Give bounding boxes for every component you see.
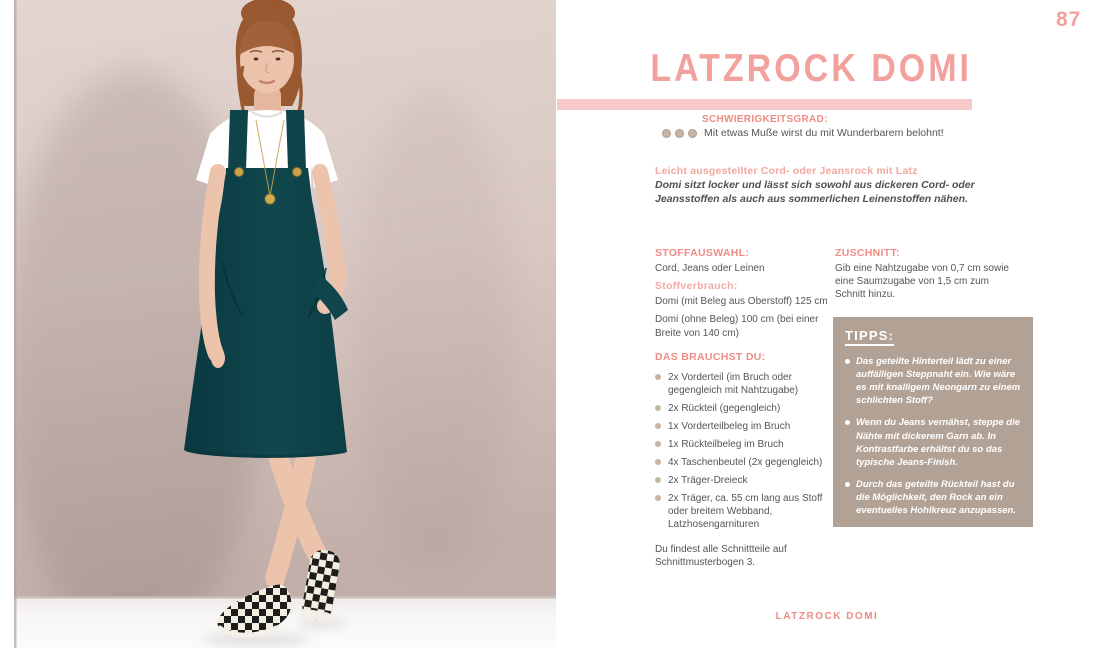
bullet-icon bbox=[655, 423, 661, 429]
dress-strap-right bbox=[286, 110, 306, 170]
fabric-usage-heading: Stoffverbrauch: bbox=[655, 280, 738, 293]
column-cutting bbox=[835, 247, 1035, 307]
model-photo bbox=[14, 0, 556, 648]
cutting-heading: ZUSCHNITT: bbox=[835, 247, 900, 259]
buckle-left bbox=[235, 168, 244, 177]
wall-shadow-right bbox=[354, 90, 514, 570]
list-item bbox=[655, 371, 837, 397]
difficulty-dot bbox=[688, 129, 697, 138]
list-item bbox=[655, 438, 837, 451]
difficulty-text: Mit etwas Muße wirst du mit Wunderbarem belohnt! bbox=[704, 127, 944, 139]
eye-left bbox=[254, 58, 259, 61]
necklace-pendant bbox=[265, 194, 275, 204]
tip-item bbox=[845, 355, 1021, 407]
bullet-icon bbox=[845, 482, 850, 487]
photo-edge bbox=[14, 0, 17, 648]
tip-text: Wenn du Jeans vernähst, steppe die Nähte mit dickerem Garn ab. In Kontrastfarbe erhältst du so das typische Jeans-Finish. bbox=[856, 417, 1021, 468]
tip-text: Das geteilte Hinterteil lädt zu einer auffälligen Steppnaht ein. Wie wäre es mit knalligem Neongarn zu einem schlichten Stoff? bbox=[856, 356, 1021, 407]
dress-strap-left bbox=[228, 110, 248, 170]
fabric-choice: Cord, Jeans oder Leinen bbox=[655, 263, 765, 274]
list-item-text: 2x Träger-Dreieck bbox=[668, 474, 748, 486]
difficulty-dot bbox=[662, 129, 671, 138]
needs-list bbox=[655, 371, 837, 531]
tip-item bbox=[845, 416, 1021, 468]
difficulty-dot bbox=[675, 129, 684, 138]
list-item bbox=[655, 492, 837, 531]
page-number: 87 bbox=[1056, 8, 1082, 31]
tips-box bbox=[833, 317, 1033, 527]
hand-left bbox=[211, 348, 225, 368]
tip-item bbox=[845, 478, 1021, 517]
list-item-text: 2x Träger, ca. 55 cm lang aus Stoff oder breitem Webband, Latzhosengarnituren bbox=[668, 492, 823, 530]
tip-text: Durch das geteilte Rückteil hast du die Möglichkeit, den Rock an ein eventuelles Hohlkreuz anzupassen. bbox=[856, 478, 1016, 517]
list-item-text: 1x Vorderteilbeleg im Bruch bbox=[668, 420, 791, 432]
list-item bbox=[655, 402, 837, 415]
cutting-text: Gib eine Nahtzugabe von 0,7 cm sowie eine Saumzugabe von 1,5 cm zum Schnitt hinzu. bbox=[835, 263, 1009, 301]
buckle-right bbox=[293, 168, 302, 177]
page-title: LATZROCK DOMI bbox=[650, 46, 972, 91]
model-photo-art bbox=[14, 0, 556, 648]
fabric-usage-line: Domi (ohne Beleg) 100 cm (bei einer Breite von 140 cm) bbox=[655, 314, 819, 339]
tips-heading: TIPPS: bbox=[845, 328, 894, 346]
eye-right bbox=[276, 58, 281, 61]
list-item-text: 2x Rückteil (gegengleich) bbox=[668, 402, 781, 414]
running-footer: LATZROCK DOMI bbox=[775, 611, 879, 622]
bullet-icon bbox=[845, 420, 850, 425]
list-item-text: 2x Vorderteil (im Bruch oder gegengleich mit Nahtzugabe) bbox=[668, 371, 799, 396]
bullet-icon bbox=[655, 459, 661, 465]
needs-heading: DAS BRAUCHST DU: bbox=[655, 350, 766, 363]
bullet-icon bbox=[655, 477, 661, 483]
tips-list bbox=[845, 355, 1021, 517]
column-materials bbox=[655, 247, 837, 574]
fabric-usage-line: Domi (mit Beleg aus Oberstoff) 125 cm bbox=[655, 296, 828, 308]
intro-text: Domi sitzt locker und lässt sich sowohl aus dickeren Cord- oder Jeansstoffen als auch aus sommerlichen Leinenstoffen nähen. bbox=[655, 179, 975, 205]
title-underline-bar bbox=[557, 99, 972, 110]
intro-heading: Leicht ausgestellter Cord- oder Jeansrock mit Latz bbox=[655, 165, 918, 177]
list-item-text: 1x Rückteilbeleg im Bruch bbox=[668, 438, 784, 450]
bullet-icon bbox=[655, 405, 661, 411]
bullet-icon bbox=[655, 441, 661, 447]
pattern-sheet-note: Du findest alle Schnittteile auf Schnittmusterbogen 3. bbox=[655, 543, 787, 568]
list-item bbox=[655, 474, 837, 487]
bullet-icon bbox=[655, 495, 661, 501]
list-item bbox=[655, 456, 837, 469]
difficulty-rating bbox=[662, 127, 944, 139]
list-item-text: 4x Taschenbeutel (2x gegengleich) bbox=[668, 456, 823, 468]
bullet-icon bbox=[655, 374, 661, 380]
difficulty-label: SCHWIERIGKEITSGRAD: bbox=[702, 114, 828, 125]
fabric-heading: STOFFAUSWAHL: bbox=[655, 247, 750, 259]
bullet-icon bbox=[845, 359, 850, 364]
list-item bbox=[655, 420, 837, 433]
